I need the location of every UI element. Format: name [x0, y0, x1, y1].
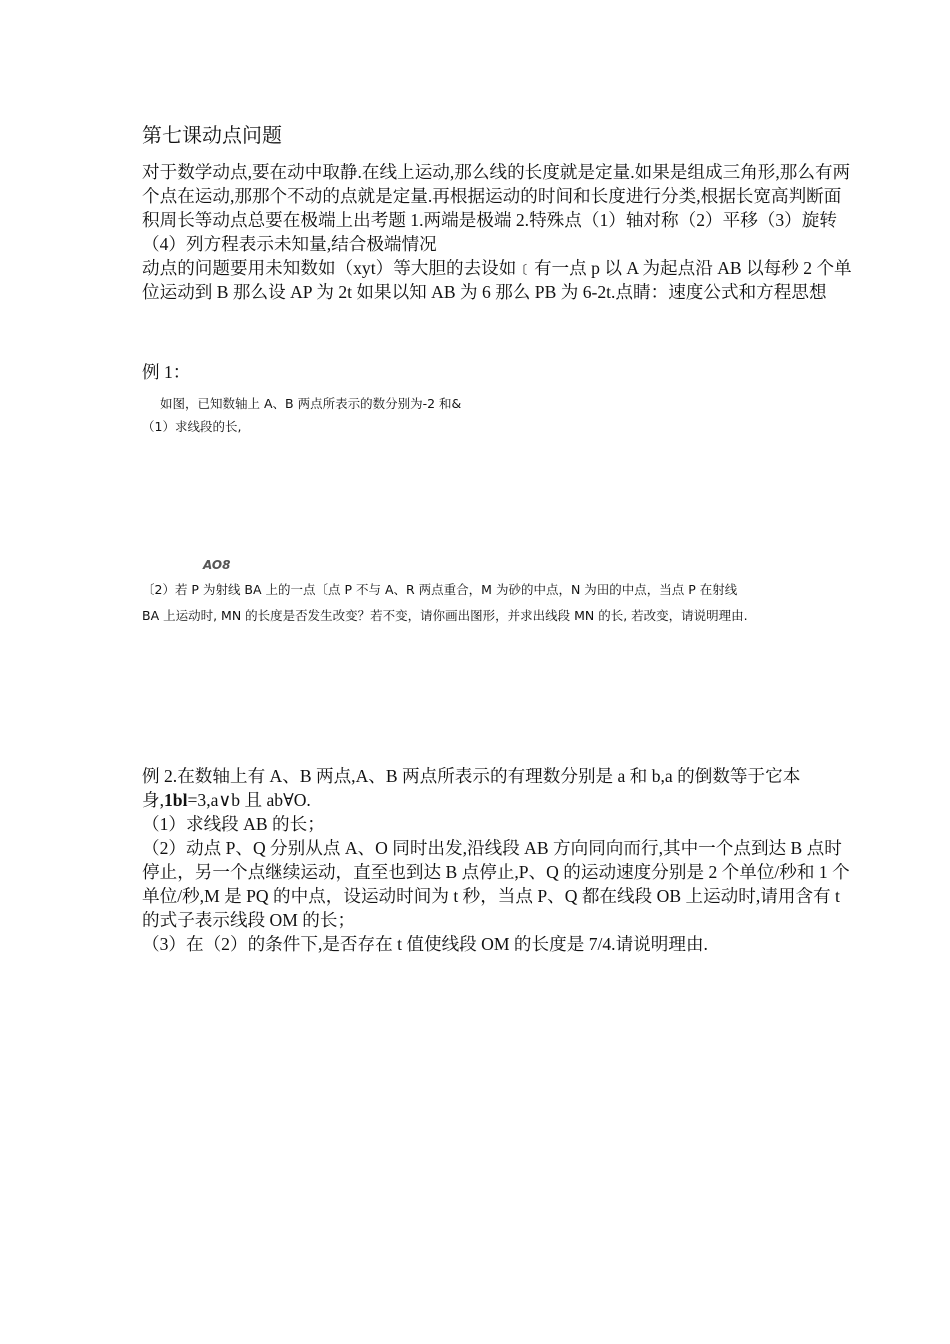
example1-given: 如图，已知数轴上 A、B 两点所表示的数分别为-2 和& [160, 396, 462, 411]
example2-intro-text-b: =3,a∨b 且 ab∀O. [187, 790, 311, 810]
lesson-title: 第七课动点问题 [142, 125, 282, 147]
intro-section [142, 160, 858, 304]
example1-question-2-line-1: 〔2）若 P 为射线 BA 上的一点〔点 P 不与 A、R 两点重合，M 为砂的中点，N 为田的中点，当点 P 在射线 [142, 582, 738, 597]
number-line-figure-label: AO8 [203, 558, 231, 572]
example2-intro [142, 764, 858, 812]
example2-intro-bold: 1bl [164, 790, 188, 810]
example2-intro-text-a: 例 2.在数轴上有 A、B 两点,A、B 两点所表示的有理数分别是 a 和 b,a 的倒数等于它本身, [142, 766, 801, 810]
example1-question-2-line-2: BA 上运动时, MN 的长度是否发生改变？若不变，请你画出图形，并求出线段 MN 的长, 若改变，请说明理由. [142, 608, 748, 623]
example2-question-1: （1）求线段 AB 的长； [142, 814, 325, 834]
intro-paragraph-1: 对于数学动点,要在动中取静.在线上运动,那么线的长度就是定量.如果是组成三角形,那么有两个点在运动,那那个不动的点就是定量.再根据运动的时间和长度进行分类,根据长宽高判断面积周长等动点总要在极端上出考题 1.两端是极端 2.特殊点（1）轴对称（2）平移（3）旋转（4）列方程表示未知量,结合极端情况 [142, 162, 851, 254]
example2-section [142, 764, 858, 956]
example2-question-2: （2）动点 P、Q 分别从点 A、O 同时出发,沿线段 AB 方向同向而行,其中一个点到达 B 点时停止，另一个点继续运动，直至也到达 B 点停止,P、Q 的运动速度分别是 2 个单位/秒和 1 个单位/秒,M 是 PQ 的中点，设运动时间为 t 秒，当点 P、Q 都在线段 OB 上运动时,请用含有 t 的式子表示线段 OM 的长； [142, 838, 850, 930]
example1-question-1: （1）求线段的长, [142, 419, 242, 434]
example2-question-3: （3）在（2）的条件下,是否存在 t 值使线段 OM 的长度是 7/4.请说明理由. [142, 934, 708, 954]
example1-label: 例 1： [142, 362, 191, 382]
intro-paragraph-2: 动点的问题要用未知数如（xyt）等大胆的去设如﹝有一点 p 以 A 为起点沿 AB 以每秒 2 个单位运动到 B 那么设 AP 为 2t 如果以知 AB 为 6 那么 PB 为 6-2t.点睛：速度公式和方程思想 [142, 258, 852, 302]
